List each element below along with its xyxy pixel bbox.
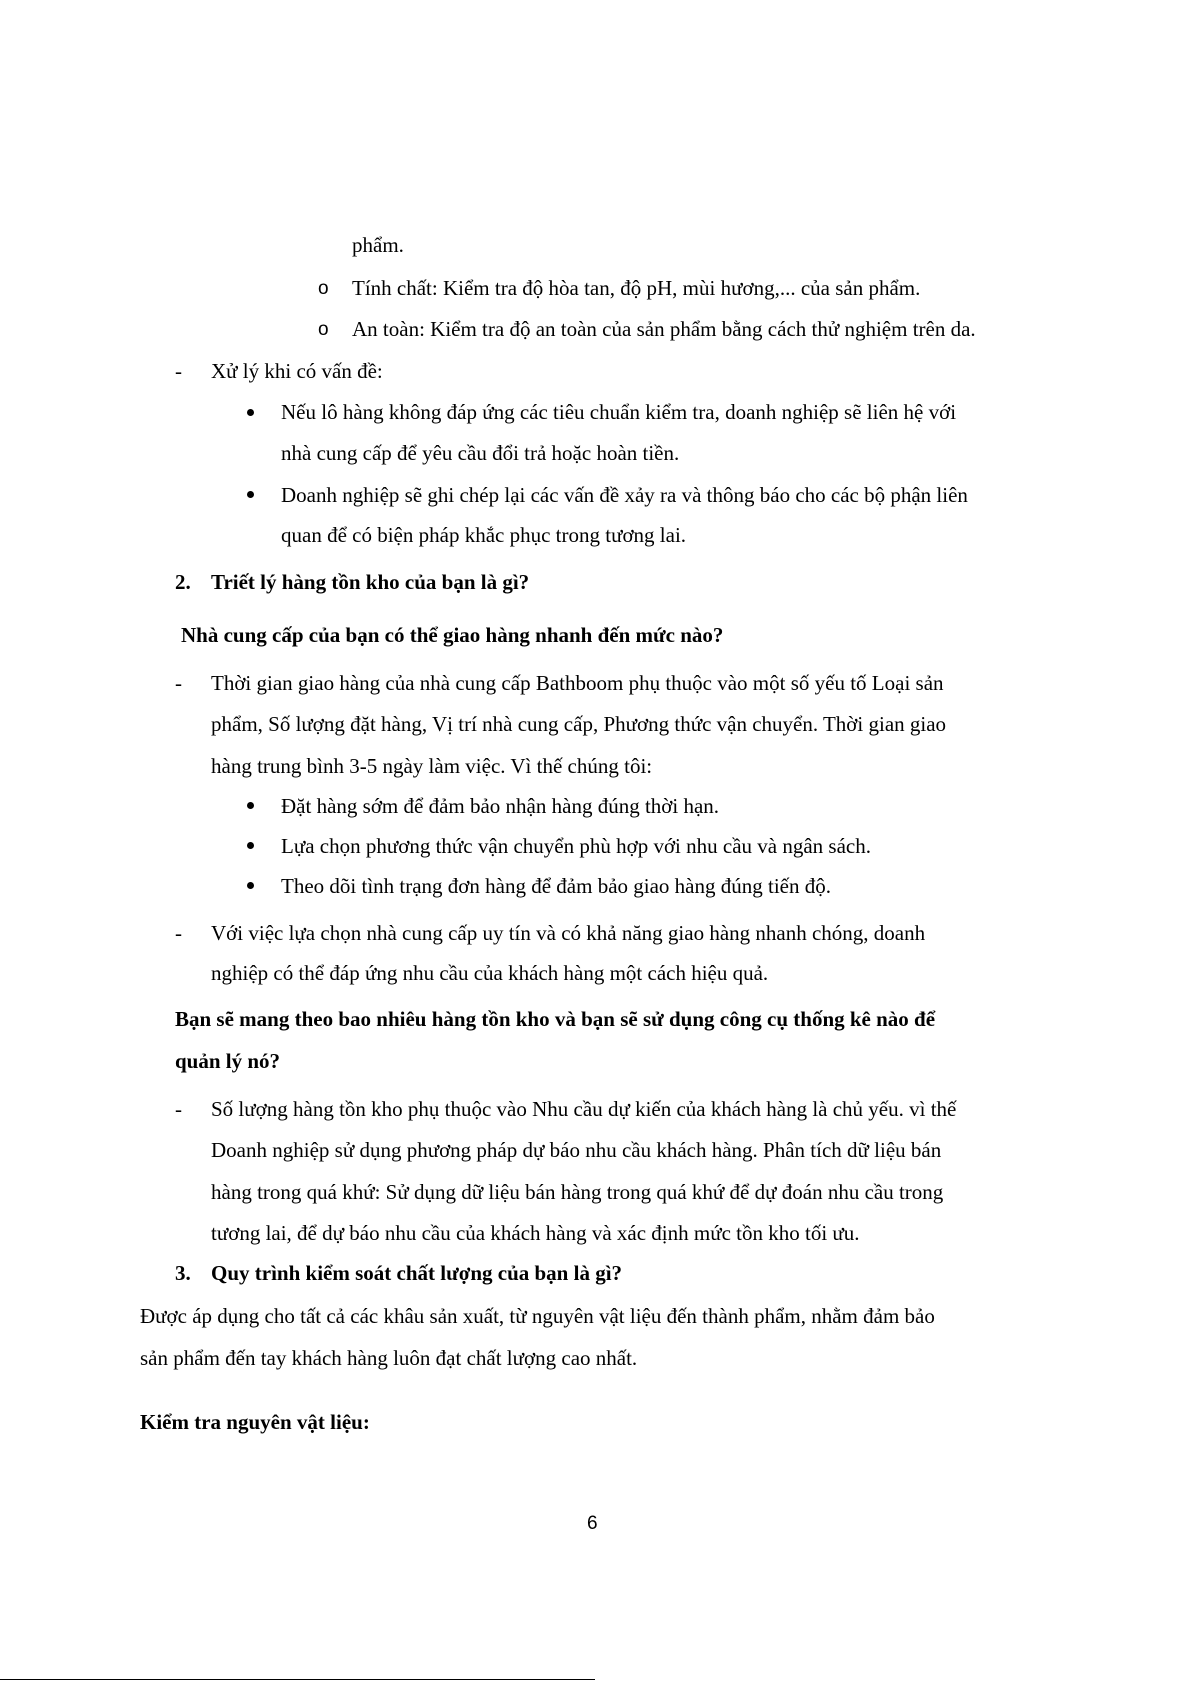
section-3-heading: Quy trình kiểm soát chất lượng của bạn là gì? bbox=[211, 1261, 623, 1285]
supplier-para-line2: nghiệp có thể đáp ứng nhu cầu của khách hàng một cách hiệu quả. bbox=[211, 961, 769, 985]
delivery-para-line3: hàng trung bình 3-5 ngày làm việc. Vì thế chúng tôi: bbox=[211, 754, 653, 778]
delivery-bullet-3: Theo dõi tình trạng đơn hàng để đảm bảo giao hàng đúng tiến độ. bbox=[281, 874, 831, 898]
inventory-para-line1: Số lượng hàng tồn kho phụ thuộc vào Nhu cầu dự kiến của khách hàng là chủ yếu. vì thế bbox=[211, 1097, 957, 1121]
raw-material-heading: Kiểm tra nguyên vật liệu: bbox=[140, 1410, 370, 1434]
delivery-bullet-2: Lựa chọn phương thức vận chuyển phù hợp với nhu cầu và ngân sách. bbox=[281, 834, 871, 858]
dash-marker: - bbox=[175, 921, 182, 945]
issue-bullet-1-line2: nhà cung cấp để yêu cầu đổi trả hoặc hoàn tiền. bbox=[281, 441, 680, 465]
delivery-bullet-1: Đặt hàng sớm để đảm bảo nhận hàng đúng thời hạn. bbox=[281, 794, 720, 818]
continuation-line: phẩm. bbox=[352, 233, 404, 257]
issue-bullet-1-line1: Nếu lô hàng không đáp ứng các tiêu chuẩn kiểm tra, doanh nghiệp sẽ liên hệ với bbox=[281, 400, 957, 424]
inventory-para-line3: hàng trong quá khứ: Sử dụng dữ liệu bán hàng trong quá khứ để dự đoán nhu cầu trong bbox=[211, 1180, 944, 1204]
section-3-number: 3. bbox=[175, 1261, 191, 1285]
qc-intro-line1: Được áp dụng cho tất cả các khâu sản xuất, từ nguyên vật liệu đến thành phẩm, nhằm đảm bảo bbox=[140, 1304, 935, 1328]
inventory-question-line1: Bạn sẽ mang theo bao nhiêu hàng tồn kho và bạn sẽ sử dụng công cụ thống kê nào để bbox=[175, 1007, 936, 1031]
bullet-dot bbox=[247, 802, 254, 809]
bullet-dot bbox=[247, 409, 254, 416]
list-item-properties: Tính chất: Kiểm tra độ hòa tan, độ pH, mùi hương,... của sản phẩm. bbox=[352, 276, 921, 300]
issue-bullet-2-line1: Doanh nghiệp sẽ ghi chép lại các vấn đề xảy ra và thông báo cho các bộ phận liên bbox=[281, 483, 968, 507]
bullet-dot bbox=[247, 491, 254, 498]
page-number: 6 bbox=[587, 1513, 598, 1534]
supplier-para-line1: Với việc lựa chọn nhà cung cấp uy tín và có khả năng giao hàng nhanh chóng, doanh bbox=[211, 921, 926, 945]
section-2-heading: Triết lý hàng tồn kho của bạn là gì? bbox=[211, 570, 530, 594]
footer-divider bbox=[0, 1679, 595, 1680]
dash-marker: - bbox=[175, 359, 182, 383]
delivery-question: Nhà cung cấp của bạn có thể giao hàng nhanh đến mức nào? bbox=[181, 623, 724, 647]
section-2-number: 2. bbox=[175, 570, 191, 594]
delivery-para-line1: Thời gian giao hàng của nhà cung cấp Bathboom phụ thuộc vào một số yếu tố Loại sản bbox=[211, 671, 944, 695]
issue-heading: Xử lý khi có vấn đề: bbox=[211, 359, 383, 383]
circle-bullet: o bbox=[318, 278, 329, 299]
circle-bullet: o bbox=[318, 319, 329, 340]
delivery-para-line2: phẩm, Số lượng đặt hàng, Vị trí nhà cung cấp, Phương thức vận chuyển. Thời gian giao bbox=[211, 712, 947, 736]
bullet-dot bbox=[247, 842, 254, 849]
dash-marker: - bbox=[175, 671, 182, 695]
inventory-para-line4: tương lai, để dự báo nhu cầu của khách hàng và xác định mức tồn kho tối ưu. bbox=[211, 1221, 860, 1245]
inventory-para-line2: Doanh nghiệp sử dụng phương pháp dự báo nhu cầu khách hàng. Phân tích dữ liệu bán bbox=[211, 1138, 942, 1162]
inventory-question-line2: quản lý nó? bbox=[175, 1049, 281, 1073]
dash-marker: - bbox=[175, 1097, 182, 1121]
qc-intro-line2: sản phẩm đến tay khách hàng luôn đạt chất lượng cao nhất. bbox=[140, 1346, 638, 1370]
issue-bullet-2-line2: quan để có biện pháp khắc phục trong tương lai. bbox=[281, 523, 687, 547]
bullet-dot bbox=[247, 882, 254, 889]
list-item-safety: An toàn: Kiểm tra độ an toàn của sản phẩm bằng cách thử nghiệm trên da. bbox=[352, 317, 976, 341]
